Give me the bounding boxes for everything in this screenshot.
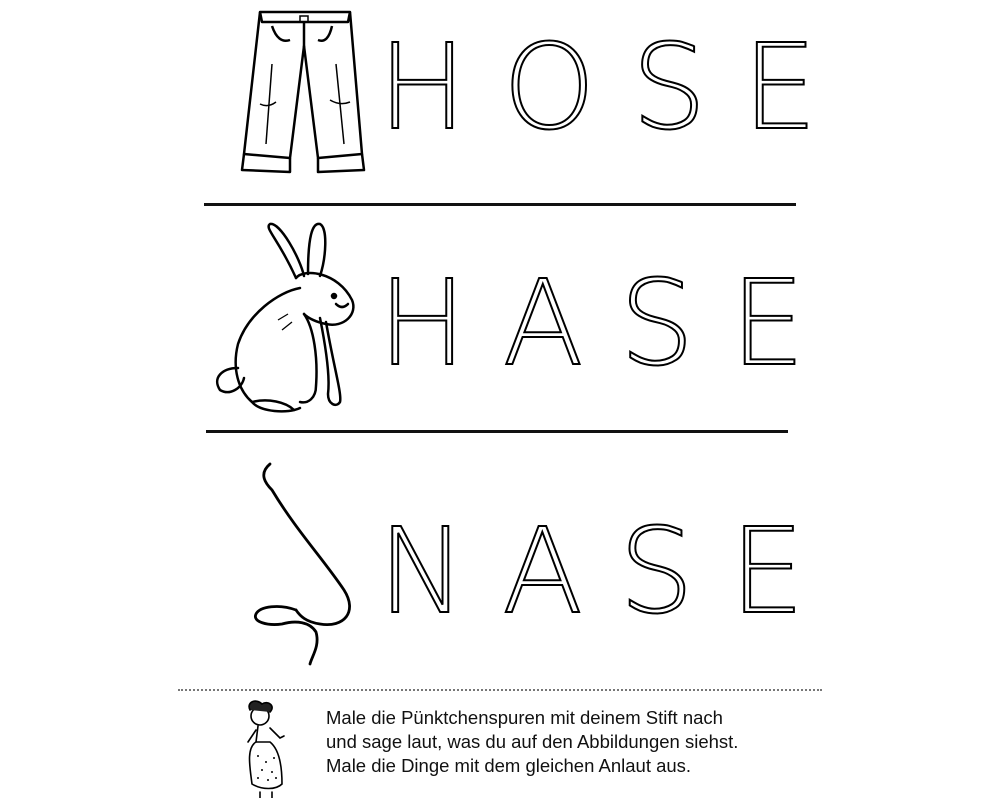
instruction-line: und sage laut, was du auf den Abbildungen siehst.	[326, 731, 739, 752]
instruction-line: Male die Pünktchenspuren mit deinem Stift nach	[326, 707, 723, 728]
instruction-separator	[178, 689, 822, 691]
worksheet-row-hose	[0, 0, 1000, 200]
worksheet-row-hase	[0, 206, 1000, 430]
row-divider	[206, 430, 788, 433]
nose-illustration	[240, 460, 370, 670]
rabbit-illustration	[208, 218, 368, 418]
traceable-word[interactable]: HOSE	[378, 18, 854, 156]
instruction-text	[326, 706, 846, 778]
girl-illustration	[236, 698, 300, 798]
instruction-line: Male die Dinge mit dem gleichen Anlaut aus.	[326, 755, 692, 776]
traceable-word[interactable]: NASE	[378, 502, 841, 640]
worksheet-row-nase	[0, 434, 1000, 674]
trousers-illustration	[232, 4, 372, 184]
traceable-word[interactable]: HASE	[378, 254, 841, 392]
